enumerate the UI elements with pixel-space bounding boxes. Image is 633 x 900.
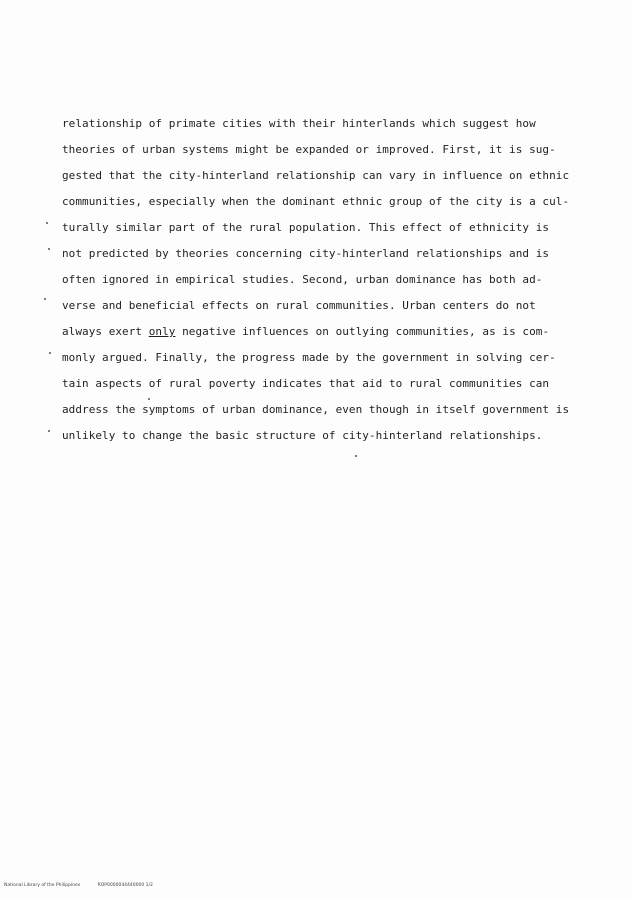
text-line: unlikely to change the basic structure of city-hinterland relationships. [62, 429, 543, 442]
scan-speck [46, 222, 48, 224]
text-line: address the symptoms of urban dominance, even though in itself government is [62, 403, 570, 416]
document-code: ROP0000044440000 1/2 [97, 883, 153, 888]
text-line: relationship of primate cities with their hinterlands which suggest how [62, 117, 536, 130]
emphasized-word: only [148, 325, 176, 338]
text-line: not predicted by theories concerning city-hinterland relationships and is [62, 247, 550, 260]
scan-speck [48, 430, 50, 432]
text-line: gested that the city-hinterland relationship can vary in influence on ethnic [62, 169, 570, 182]
text-line: theories of urban systems might be expanded or improved. First, it is sug- [62, 143, 556, 156]
footer-stamp [4, 883, 169, 888]
text-line: monly argued. Finally, the progress made by the government in solving cer- [62, 351, 556, 364]
library-name: National Library of the Philippines [4, 883, 81, 888]
text-segment: negative influences on outlying communities, as is com- [175, 325, 550, 338]
text-line: verse and beneficial effects on rural communities. Urban centers do not [62, 299, 536, 312]
body-paragraph [62, 111, 582, 449]
scan-speck [48, 248, 50, 250]
text-line: often ignored in empirical studies. Second, urban dominance has both ad- [62, 273, 543, 286]
scan-speck [148, 398, 150, 400]
text-line: tain aspects of rural poverty indicates that aid to rural communities can [62, 377, 550, 390]
text-line [62, 319, 582, 345]
text-segment: always exert [62, 325, 149, 338]
scan-speck [49, 352, 51, 354]
scan-speck [355, 455, 357, 457]
scan-speck [44, 298, 46, 300]
text-line: communities, especially when the dominant ethnic group of the city is a cul- [62, 195, 570, 208]
text-line: turally similar part of the rural population. This effect of ethnicity is [62, 221, 550, 234]
